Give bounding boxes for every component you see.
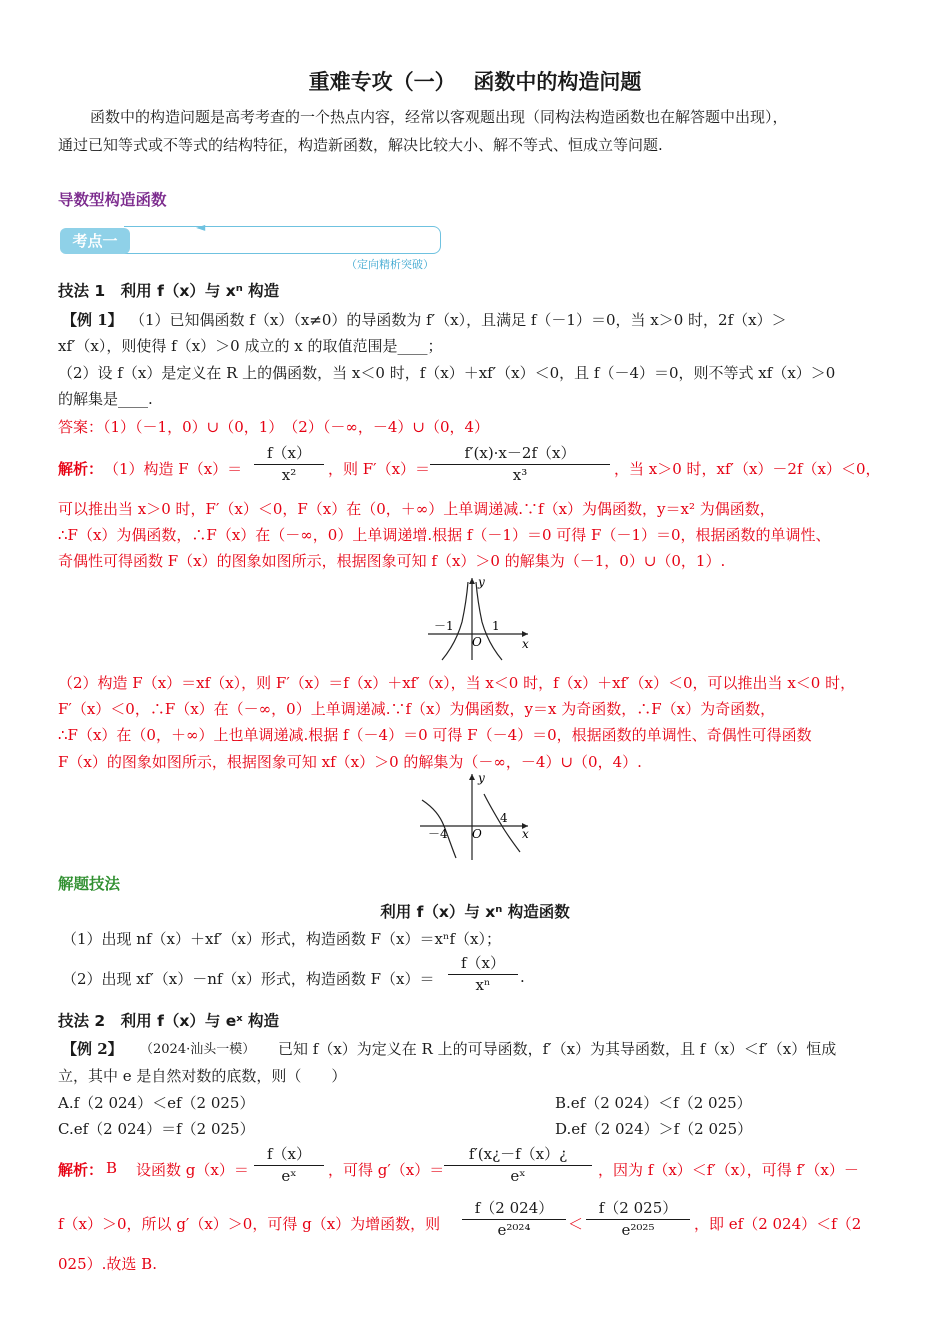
example-1-answer: 答案：（1）（－1，0）∪（0，1） （2）（－∞，－4）∪（0，4）: [58, 418, 490, 436]
fraction-g-derivative: [444, 1143, 592, 1185]
technique-item-1: （1）出现 nf（x）＋xf′（x）形式，构造函数 F（x）＝xⁿf（x）；: [62, 930, 501, 948]
badge-kaodian: 考点一: [60, 228, 130, 254]
fraction-bar: [444, 1165, 592, 1166]
badge-frame: [124, 226, 441, 254]
arrow-left-icon: ◄: [196, 220, 206, 234]
section-title: 导数型构造函数: [58, 191, 167, 209]
badge-subtitle: （定向精析突破）: [346, 258, 434, 271]
option-c[interactable]: C.ef（2 024）＝f（2 025）: [58, 1120, 255, 1138]
fraction-denominator: eˣ: [281, 1167, 297, 1185]
fraction-denominator: e²⁰²⁵: [621, 1221, 655, 1239]
fraction-numerator: f′(x¿－f（x）¿: [468, 1145, 568, 1163]
tick-neg: －4: [428, 827, 448, 841]
example-1-label: 【例 1】: [62, 311, 123, 329]
technique-label: 解题技法: [58, 875, 121, 893]
example-2-q-line2: 立，其中 e 是自然对数的底数，则（ ）: [58, 1067, 347, 1085]
fraction-bar: [254, 464, 324, 465]
example-1-q1-line2: xf′（x），则使得 f（x）＞0 成立的 x 的取值范围是____；: [58, 337, 443, 355]
fraction-derivative: [430, 442, 610, 484]
option-a[interactable]: A.f（2 024）＜ef（2 025）: [58, 1094, 255, 1112]
fraction-denominator: x³: [512, 466, 528, 484]
fraction-bar: [462, 1219, 566, 1220]
method-1-title: 技法 1 利用 f（x）与 xⁿ 构造: [58, 282, 280, 300]
y-label: y: [478, 771, 485, 785]
analysis-1-line3: ∴F（x）为偶函数，∴F（x）在（－∞，0）上单调递增.根据 f（－1）＝0 可得 F（－1）＝0，根据函数的单调性、: [58, 526, 831, 544]
intro-line-1: 函数中的构造问题是高考考查的一个热点内容，经常以客观题出现（同构法构造函数也在解答题中出现），: [90, 108, 788, 126]
graph-1: [424, 572, 534, 664]
intro-line-2: 通过已知等式或不等式的结构特征，构造新函数，解决比较大小、解不等式、恒成立等问题.: [58, 136, 663, 154]
origin-label: O: [472, 827, 482, 841]
method-2-title: 技法 2 利用 f（x）与 eˣ 构造: [58, 1012, 280, 1030]
solution-label: 解析：: [58, 1161, 104, 1179]
solution-post: ，因为 f（x）＜f′（x），可得 f′（x）－: [598, 1161, 859, 1179]
example-2-q-line1: 已知 f（x）为定义在 R 上的可导函数，f′（x）为其导函数，且 f（x）＜f′（x）恒成: [278, 1040, 837, 1058]
fraction-bar: [586, 1219, 690, 1220]
fraction-numerator: f（2 024）: [474, 1199, 554, 1217]
example-1-q2-line2: 的解集是____.: [58, 390, 153, 408]
analysis-1-line4: 奇偶性可得函数 F（x）的图象如图所示，根据图象可知 f（x）＞0 的解集为（－1，0）∪（0，1）.: [58, 552, 726, 570]
analysis-2-line1: （2）构造 F（x）＝xf（x），则 F′（x）＝f（x）＋xf′（x），当 x＜0 时，f（x）＋xf′（x）＜0，可以推出当 x＜0 时，: [58, 674, 856, 692]
solution-mid: ，可得 g′（x）＝: [328, 1161, 445, 1179]
example-1-q1-line1: （1）已知偶函数 f（x）（x≠0）的导函数为 f′（x），且满足 f（－1）＝0，当 x＞0 时，2f（x）＞: [130, 311, 787, 329]
x-label: x: [522, 827, 529, 841]
analysis-2-line4: F（x）的图象如图所示，根据图象可知 xf（x）＞0 的解集为（－∞，－4）∪（0，4）.: [58, 753, 642, 771]
fraction-denominator: xⁿ: [475, 976, 491, 994]
fraction-denominator: eˣ: [510, 1167, 526, 1185]
analysis-1-mid: ，则 F′（x）＝: [328, 460, 431, 478]
solution-line2-pre: f（x）＞0，所以 g′（x）＞0，可得 g（x）为增函数，则: [58, 1215, 441, 1233]
fraction-f-over-xn: [448, 952, 518, 994]
solution-answer: B: [106, 1159, 118, 1177]
analysis-2-line2: F′（x）＜0，∴F（x）在（－∞，0）上单调递减.∵f（x）为偶函数，y＝x 为奇函数，∴F（x）为奇函数，: [58, 700, 776, 718]
fraction-f-over-ex: [254, 1143, 324, 1185]
fraction-numerator: f（x）: [266, 1145, 311, 1163]
tick-pos: 1: [492, 619, 500, 633]
technique-heading: 利用 f（x）与 xⁿ 构造函数: [380, 903, 570, 921]
y-label: y: [478, 575, 485, 589]
fraction-bar: [448, 974, 518, 975]
example-1-q2-line1: （2）设 f（x）是定义在 R 上的偶函数，当 x＜0 时，f（x）＋xf′（x）＜0，且 f（－4）＝0，则不等式 xf（x）＞0: [58, 364, 836, 382]
analysis-1-post: ，当 x＞0 时，xf′（x）－2f（x）＜0，: [614, 460, 881, 478]
example-2-label: 【例 2】: [62, 1040, 123, 1058]
fraction-f2025: [586, 1197, 690, 1239]
graph-2: [416, 770, 534, 862]
technique-item-2-pre: （2）出现 xf′（x）－nf（x）形式，构造函数 F（x）＝: [62, 970, 435, 988]
option-b[interactable]: B.ef（2 024）＜f（2 025）: [555, 1094, 752, 1112]
page-title: 重难专攻（一） 函数中的构造问题: [308, 70, 642, 94]
y-axis-arrow-icon: [469, 578, 475, 584]
analysis-2-line3: ∴F（x）在（0，＋∞）上也单调递减.根据 f（－4）＝0 可得 F（－4）＝0，根据函数的单调性、奇偶性可得函数: [58, 726, 812, 744]
solution-line3: 025）.故选 B.: [58, 1255, 157, 1273]
solution-pre: 设函数 g（x）＝: [136, 1161, 249, 1179]
fraction-bar: [254, 1165, 324, 1166]
analysis-1-pre: （1）构造 F（x）＝: [104, 460, 243, 478]
y-axis-arrow-icon: [469, 774, 475, 780]
technique-item-2-post: .: [520, 968, 525, 986]
fraction-bar: [430, 464, 610, 465]
solution-line2-post: ，即 ef（2 024）＜f（2: [694, 1215, 862, 1233]
x-label: x: [522, 637, 529, 651]
fraction-f2024: [462, 1197, 566, 1239]
analysis-1-label: 解析：: [58, 460, 104, 478]
solution-lt: ＜: [568, 1215, 584, 1233]
fraction-f-over-x2: [254, 442, 324, 484]
fraction-denominator: x²: [281, 466, 297, 484]
tick-pos: 4: [500, 811, 508, 825]
tick-neg: －1: [434, 619, 454, 633]
fraction-numerator: f′(x)·x－2f（x）: [464, 444, 576, 462]
fraction-denominator: e²⁰²⁴: [497, 1221, 531, 1239]
fraction-numerator: f（x）: [266, 444, 311, 462]
fraction-numerator: f（2 025）: [598, 1199, 678, 1217]
option-d[interactable]: D.ef（2 024）＞f（2 025）: [555, 1120, 753, 1138]
analysis-1-line2: 可以推出当 x＞0 时，F′（x）＜0，F（x）在（0，＋∞）上单调递减.∵f（x）为偶函数，y＝x² 为偶函数，: [58, 500, 775, 518]
example-2-source: （2024·汕头一模）: [140, 1042, 256, 1057]
fraction-numerator: f（x）: [460, 954, 505, 972]
origin-label: O: [472, 635, 482, 649]
